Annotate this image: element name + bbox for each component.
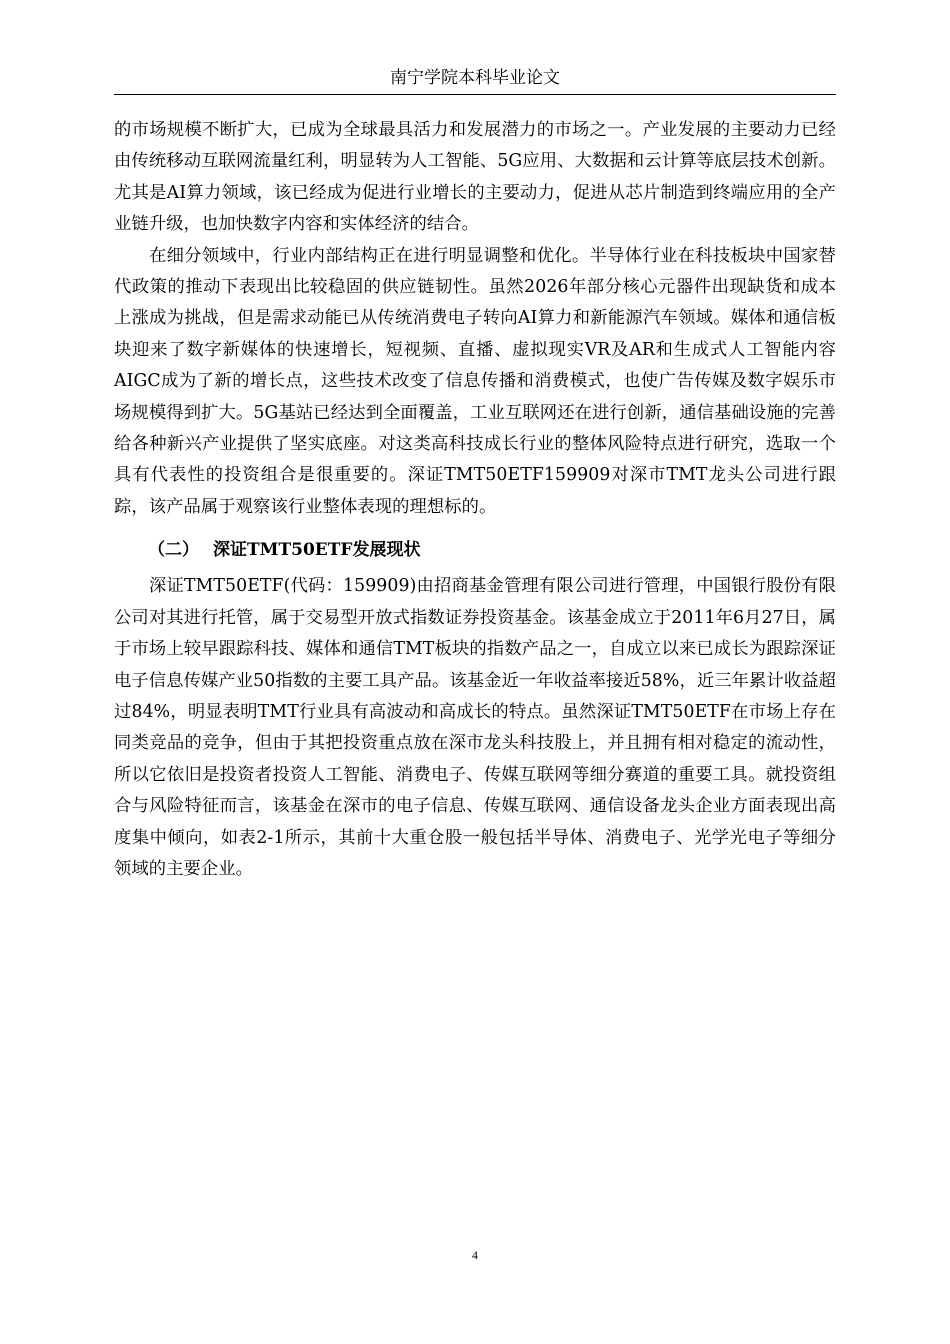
paragraph-2: 在细分领域中，行业内部结构正在进行明显调整和优化。半导体行业在科技板块中国家替代政策的推动下表现出比较稳固的供应链韧性。虽然2026年部分核心元器件出现缺货和成本上涨成为挑战，但是需求动能已从传统消费电子转向AI算力和新能源汽车领域。媒体和通信板块迎来了数字新媒体的快速增长，短视频、直播、虚拟现实VR及AR和生成式人工智能内容AIGC成为了新的增长点，这些技术改变了信息传播和消费模式，也使广告传媒及数字娱乐市场规模得到扩大。5G基站已经达到全面覆盖，工业互联网还在进行创新，通信基础设施的完善给各种新兴产业提供了坚实底座。对这类高科技成长行业的整体风险特点进行研究，选取一个具有代表性的投资组合是很重要的。深证TMT50ETF159909对深市TMT龙头公司进行跟踪，该产品属于观察该行业整体表现的理想标的。 — [114, 245, 836, 517]
running-header: 南宁学院本科毕业论文 — [114, 66, 836, 95]
section-heading — [114, 535, 836, 565]
section-title: 深证TMT50ETF发展现状 — [213, 540, 421, 561]
section-number: （二） — [148, 540, 199, 561]
paragraph-3: 深证TMT50ETF(代码：159909)由招商基金管理有限公司进行管理，中国银行股份有限公司对其进行托管，属于交易型开放式指数证券投资基金。该基金成立于2011年6月27日，属于市场上较早跟踪科技、媒体和通信TMT板块的指数产品之一，自成立以来已成长为跟踪深证电子信息传媒产业50指数的主要工具产品。该基金近一年收益率接近58%，近三年累计收益超过84%，明显表明TMT行业具有高波动和高成长的特点。虽然深证TMT50ETF在市场上存在同类竞品的竞争，但由于其把投资重点放在深市龙头科技股上，并且拥有相对稳定的流动性，所以它依旧是投资者投资人工智能、消费电子、传媒互联网等细分赛道的重要工具。就投资组合与风险特征而言，该基金在深市的电子信息、传媒互联网、通信设备龙头企业方面表现出高度集中倾向，如表2-1所示，其前十大重仓股一般包括半导体、消费电子、光学光电子等细分领域的主要企业。 — [114, 576, 836, 879]
page-number: 4 — [472, 1248, 478, 1262]
paragraph-1: 的市场规模不断扩大，已成为全球最具活力和发展潜力的市场之一。产业发展的主要动力已经由传统移动互联网流量红利，明显转为人工智能、5G应用、大数据和云计算等底层技术创新。尤其是AI算力领域，该已经成为促进行业增长的主要动力，促进从芯片制造到终端应用的全产业链升级，也加快数字内容和实体经济的结合。 — [114, 120, 836, 235]
body-text — [114, 115, 836, 885]
